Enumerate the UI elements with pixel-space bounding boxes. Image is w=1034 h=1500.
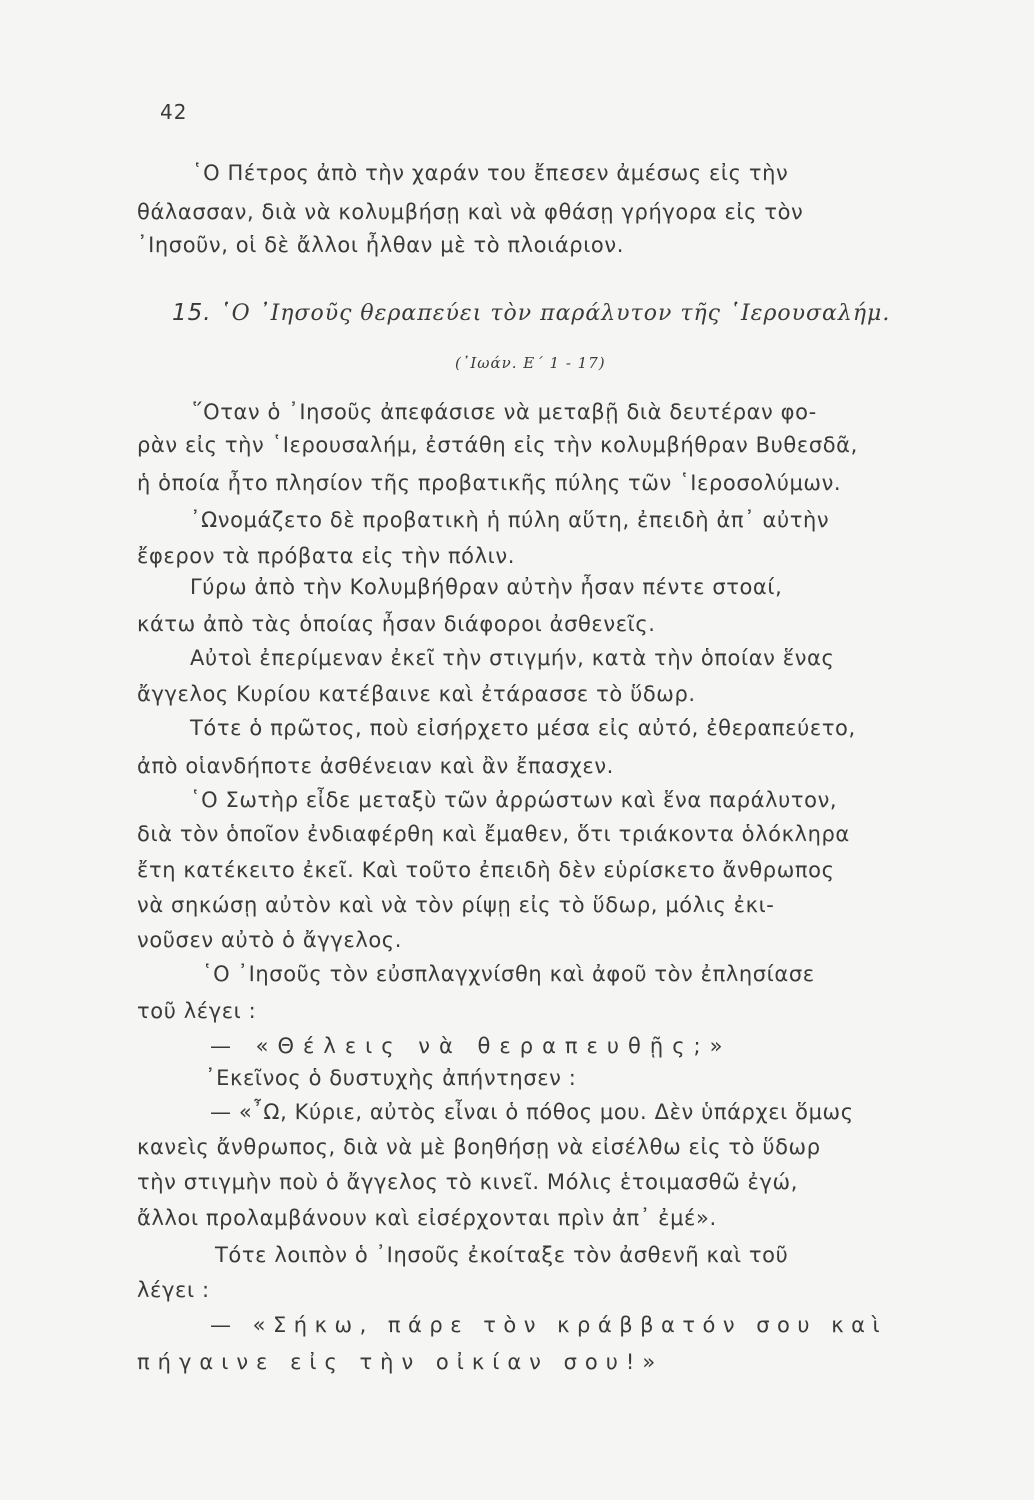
text-line: ἔφερον τὰ πρόβατα εἰς τὴν πόλιν. — [137, 544, 515, 568]
text-line: ἔτη κατέκειτο ἐκεῖ. Καὶ τοῦτο ἐπειδὴ δὲν εὑρίσκετο ἄνθρωπος — [137, 858, 835, 882]
text-line: θάλασσαν, διὰ νὰ κολυμβήσῃ καὶ νὰ φθάσῃ γρήγορα εἰς τὸν — [137, 200, 804, 224]
text-line: κανεὶς ἄνθρωπος, διὰ νὰ μὲ βοηθήσῃ νὰ εἰσέλθω εἰς τὸ ὕδωρ — [137, 1135, 821, 1159]
text-line: ἡ ὁποία ἦτο πλησίον τῆς προβατικῆς πύλης τῶν ῾Ιεροσολύμων. — [137, 471, 842, 495]
text-line: νὰ σηκώσῃ αὐτὸν καὶ νὰ τὸν ρίψῃ εἰς τὸ ὕδωρ, μόλις ἐκι- — [137, 893, 775, 917]
text-line: Αὐτοὶ ἐπερίμεναν ἐκεῖ τὴν στιγμήν, κατὰ τὴν ὁποίαν ἕνας — [190, 646, 835, 670]
text-line: ῾Ο Πέτρος ἀπὸ τὴν χαράν του ἔπεσεν ἀμέσως εἰς τὴν — [192, 161, 789, 185]
text-line: ᾿Ιησοῦν, οἱ δὲ ἄλλοι ἦλθαν μὲ τὸ πλοιάριον. — [137, 233, 624, 257]
text-line: διὰ τὸν ὁποῖον ἐνδιαφέρθη καὶ ἔμαθεν, ὅτι τριάκοντα ὁλόκληρα — [137, 822, 850, 846]
text-line: ῾Ο ᾿Ιησοῦς τὸν εὐσπλαγχνίσθη καὶ ἀφοῦ τὸν ἐπλησίασε — [202, 962, 815, 986]
text-line: ἀπὸ οἱανδήποτε ἀσθένειαν καὶ ἂν ἔπασχεν. — [137, 754, 614, 778]
text-line: τοῦ λέγει : — [137, 999, 257, 1023]
text-line: Τότε ὁ πρῶτος, ποὺ εἰσήρχετο μέσα εἰς αὐτό, ἐθεραπεύετο, — [190, 716, 856, 740]
text-line: ῾Ο Σωτὴρ εἶδε μεταξὺ τῶν ἀρρώστων καὶ ἕνα παράλυτον, — [190, 788, 838, 812]
text-line: ῞Οταν ὁ ᾿Ιησοῦς ἀπεφάσισε νὰ μεταβῇ διὰ δευτέραν φο- — [192, 400, 817, 424]
text-line: Τότε λοιπὸν ὁ ᾿Ιησοῦς ἐκοίταξε τὸν ἀσθενῆ καὶ τοῦ — [215, 1243, 789, 1267]
section-heading — [172, 300, 890, 326]
text-line: νοῦσεν αὐτὸ ὁ ἄγγελος. — [137, 928, 403, 952]
text-line: — «῏Ω, Κύριε, αὐτὸς εἶναι ὁ πόθος μου. Δὲν ὑπάρχει ὅμως — [210, 1100, 854, 1124]
text-line: — «Σήκω, πάρε τὸν κράββατόν σου καὶ — [210, 1313, 888, 1337]
section-title: ῾Ο ᾿Ιησοῦς θεραπεύει τὸν παράλυτον τῆς ῾Ιερουσαλήμ. — [219, 301, 891, 326]
section-number: 15. — [172, 300, 212, 326]
text-line: πήγαινε εἰς τὴν οἰκίαν σου!» — [137, 1350, 664, 1374]
text-line: λέγει : — [137, 1278, 210, 1302]
text-line: κάτω ἀπὸ τὰς ὁποίας ἦσαν διάφοροι ἀσθενεῖς. — [137, 612, 656, 636]
text-line: Γύρω ἀπὸ τὴν Κολυμβήθραν αὐτὴν ἦσαν πέντε στοαί, — [190, 575, 783, 599]
text-line: ᾿Εκεῖνος ὁ δυστυχὴς ἀπήντησεν : — [205, 1066, 577, 1090]
text-line: ᾿Ωνομάζετο δὲ προβατικὴ ἡ πύλη αὕτη, ἐπειδὴ ἀπ᾿ αὐτὴν — [190, 508, 830, 532]
page-number: 42 — [160, 100, 188, 124]
text-line: τὴν στιγμὴν ποὺ ὁ ἄγγελος τὸ κινεῖ. Μόλις ἑτοιμασθῶ ἐγώ, — [137, 1170, 798, 1194]
text-line: ἄγγελος Κυρίου κατέβαινε καὶ ἐτάρασσε τὸ ὕδωρ. — [137, 682, 696, 706]
scripture-reference: (᾿Ιωάν. Ε΄ 1 - 17) — [455, 354, 606, 372]
text-line: — «Θέλεις νὰ θεραπευθῇς;» — [210, 1034, 732, 1058]
text-line: ἄλλοι προλαμβάνουν καὶ εἰσέρχονται πρὶν ἀπ᾿ ἐμέ». — [137, 1206, 717, 1230]
text-line: ρὰν εἰς τὴν ῾Ιερουσαλήμ, ἐστάθη εἰς τὴν κολυμβήθραν Βυθεσδᾶ, — [137, 433, 858, 457]
